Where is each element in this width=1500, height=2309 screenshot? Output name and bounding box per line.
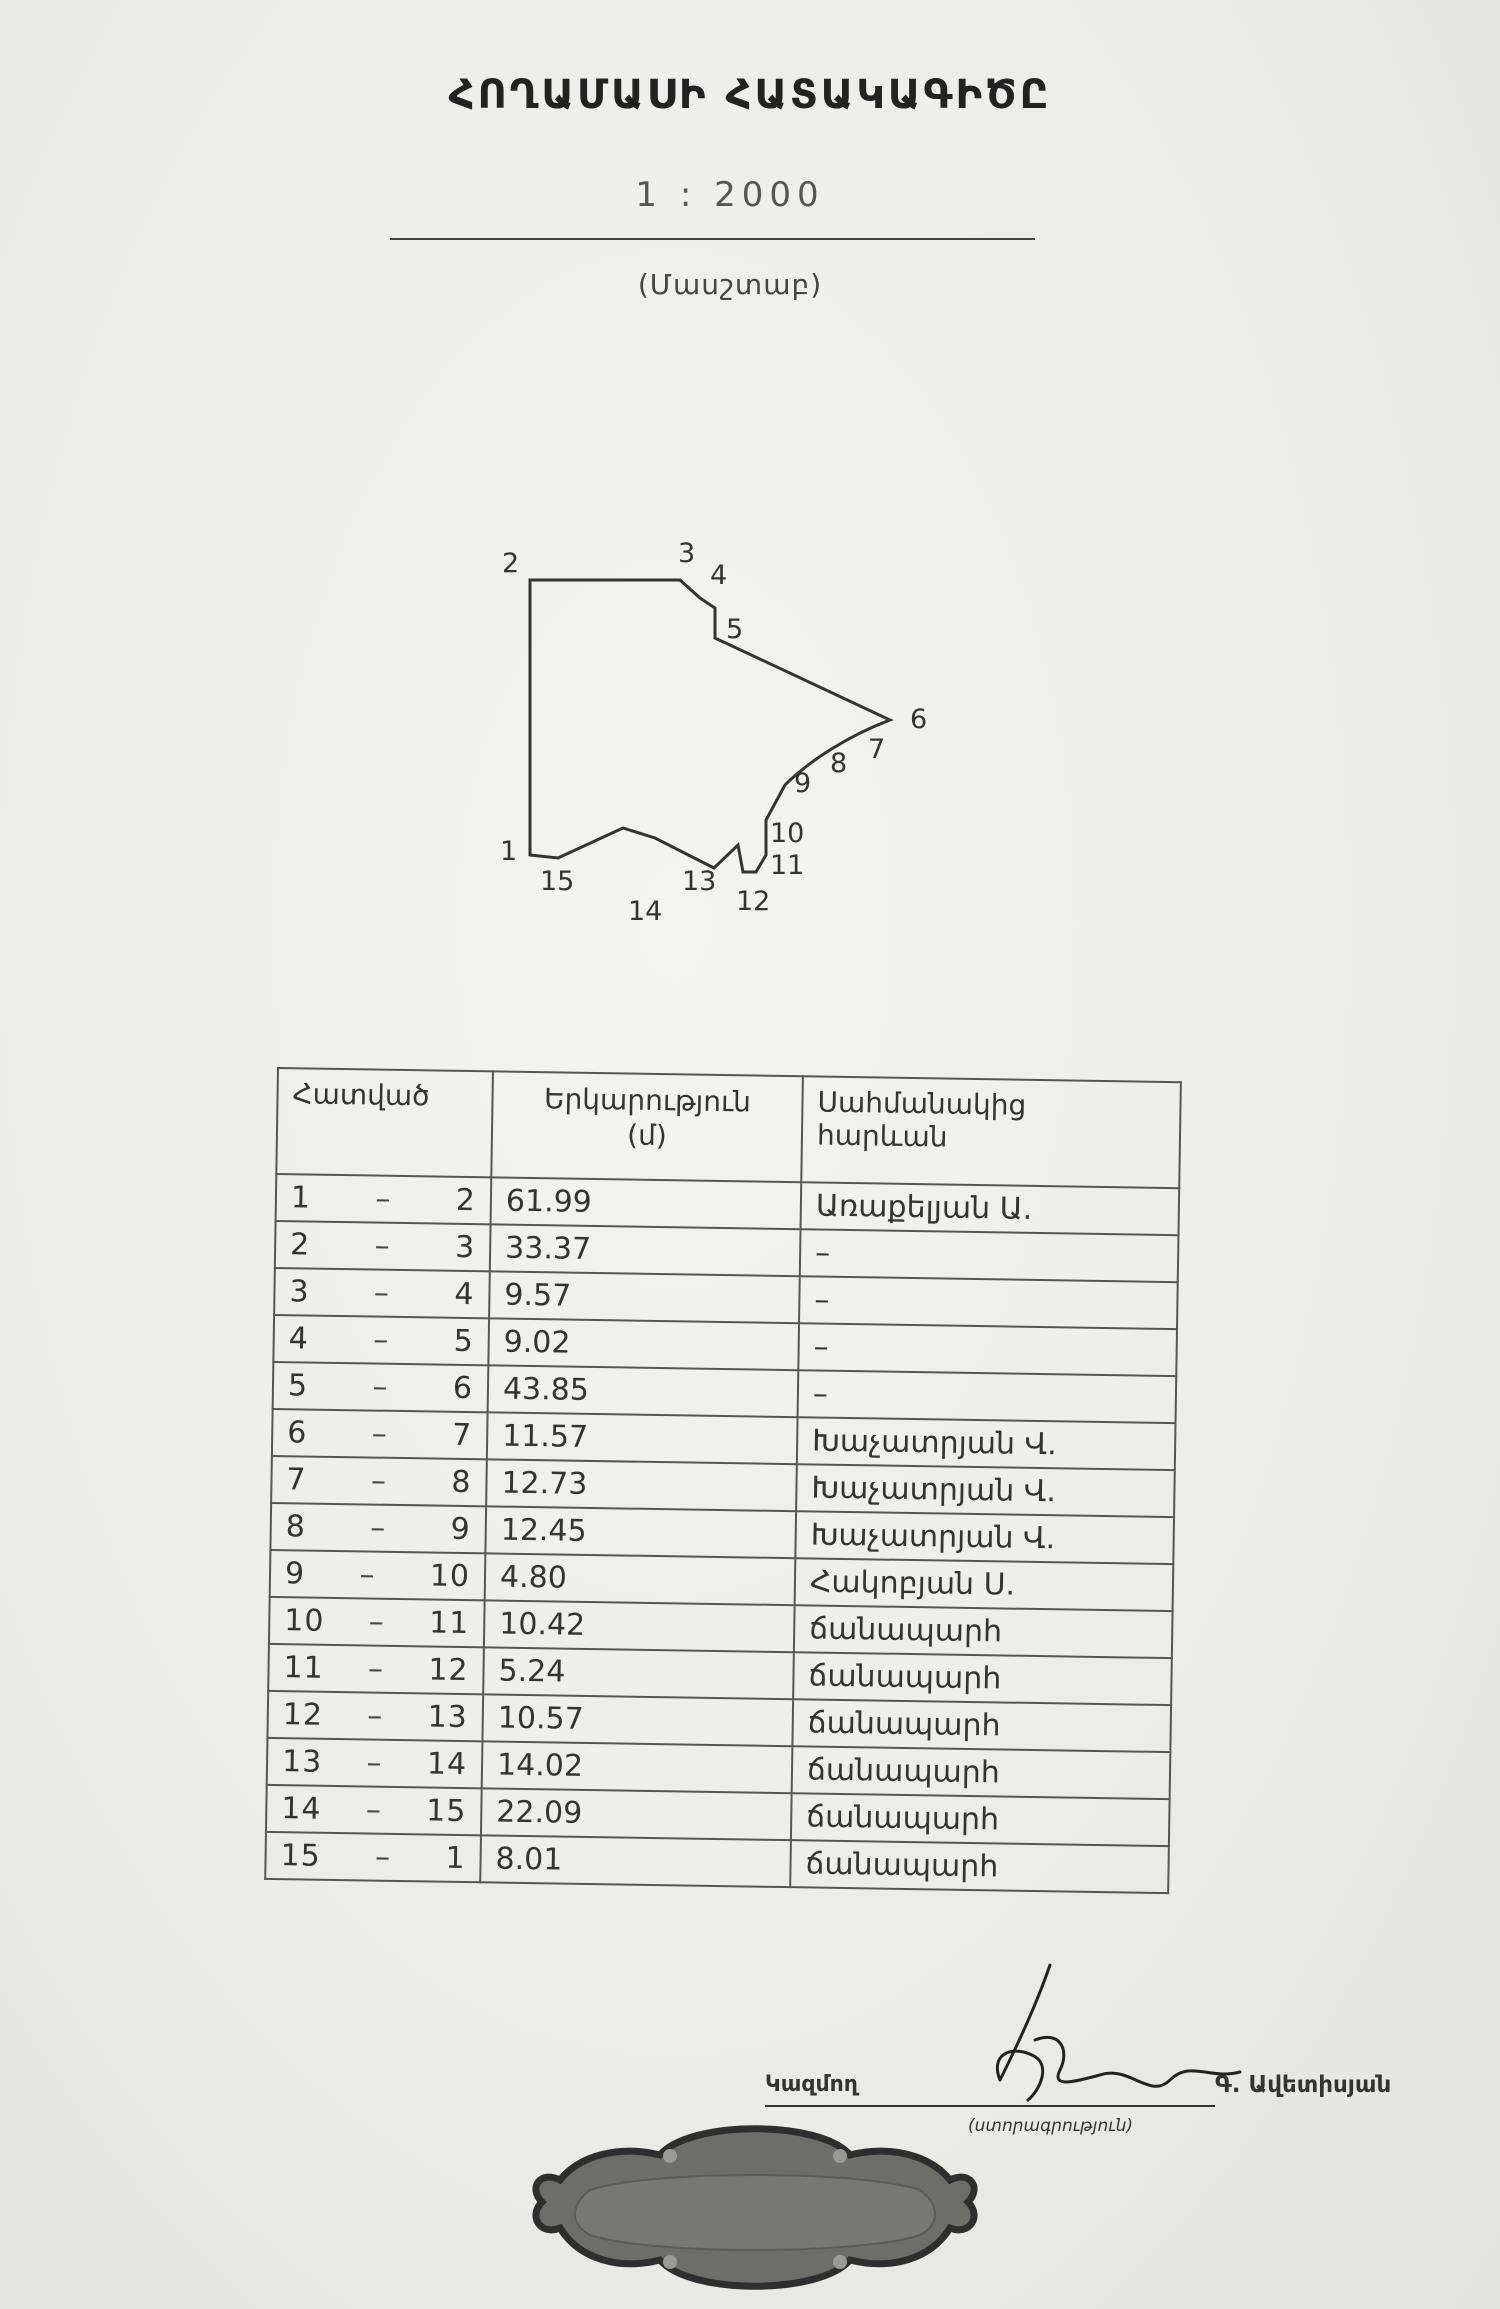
segment-from: 15 [280, 1838, 322, 1874]
segment-cell [273, 1362, 489, 1412]
segment-to: 1 [445, 1840, 466, 1877]
segment-from: 9 [284, 1556, 306, 1592]
segment-dash: – [375, 1181, 392, 1217]
boundary-table [264, 1067, 1182, 1894]
land-plot-plan [460, 520, 980, 950]
neighbor-cell: ճանապարհ [793, 1652, 1172, 1705]
segment-dash: – [365, 1792, 383, 1828]
map-scale: 1 : 2000 [635, 175, 825, 215]
segment-from: 7 [286, 1462, 307, 1498]
point-label-5: 5 [726, 614, 744, 645]
point-label-3: 3 [678, 538, 696, 569]
point-label-10: 10 [770, 818, 805, 849]
segment-cell [270, 1503, 486, 1553]
plot-boundary [530, 580, 890, 872]
length-cell: 43.85 [488, 1365, 799, 1417]
plot-outline-drawing [460, 520, 980, 950]
segment-from: 10 [284, 1603, 325, 1639]
segment-to: 9 [450, 1511, 472, 1548]
point-label-9: 9 [794, 768, 812, 799]
header-neighbor: Սահմանակից հարևան [801, 1076, 1181, 1188]
length-cell: 8.01 [480, 1835, 791, 1887]
segment-dash: – [371, 1416, 389, 1452]
segment-to: 15 [425, 1793, 467, 1830]
segment-from: 1 [290, 1180, 312, 1216]
segment-from: 2 [289, 1227, 311, 1263]
point-label-2: 2 [502, 548, 520, 579]
length-cell: 5.24 [483, 1647, 794, 1699]
scale-caption: (Մասշտաբ) [637, 268, 823, 301]
segment-to: 2 [455, 1182, 477, 1219]
segment-dash: – [369, 1510, 387, 1546]
neighbor-cell: – [799, 1276, 1178, 1329]
signer-name: Գ. Ավետիսյան [1215, 2072, 1392, 2098]
length-cell: 9.02 [488, 1318, 799, 1370]
length-cell: 14.02 [482, 1741, 793, 1793]
length-cell: 22.09 [481, 1788, 792, 1840]
segment-cell [269, 1597, 485, 1647]
title-divider [390, 238, 1035, 240]
segment-cell [268, 1644, 484, 1694]
segment-dash: – [367, 1651, 385, 1687]
neighbor-cell: ճանապարհ [791, 1793, 1170, 1846]
neighbor-cell: ճանապարհ [792, 1746, 1171, 1799]
signature-line [765, 2105, 1215, 2107]
segment-cell [267, 1738, 483, 1788]
segment-dash: – [359, 1557, 376, 1593]
length-cell: 10.42 [484, 1600, 795, 1652]
segment-dash: – [374, 1839, 392, 1875]
point-label-1: 1 [500, 836, 518, 867]
header-length [491, 1071, 803, 1182]
point-label-13: 13 [682, 866, 717, 897]
segment-from: 4 [288, 1321, 310, 1357]
handwritten-signature-icon [940, 1960, 1260, 2120]
segment-from: 13 [281, 1744, 323, 1780]
point-label-12: 12 [736, 886, 771, 917]
header-length-unit: (մ) [626, 1118, 668, 1153]
segment-to: 13 [427, 1699, 469, 1736]
header-segment: Հատված [276, 1068, 493, 1177]
segment-dash: – [370, 1463, 388, 1499]
length-cell: 11.57 [487, 1412, 798, 1464]
segment-cell [273, 1315, 489, 1365]
length-cell: 33.37 [490, 1224, 801, 1276]
point-label-6: 6 [910, 704, 928, 735]
segment-to: 14 [426, 1746, 468, 1783]
length-cell: 10.57 [482, 1694, 793, 1746]
neighbor-cell: – [798, 1370, 1177, 1423]
segment-to: 8 [451, 1464, 472, 1501]
segment-from: 12 [282, 1697, 324, 1733]
neighbor-cell: ճանապարհ [794, 1605, 1173, 1658]
segment-dash: – [368, 1604, 386, 1640]
neighbor-cell: – [800, 1229, 1179, 1282]
length-cell: 61.99 [491, 1177, 802, 1229]
segment-cell [274, 1268, 490, 1318]
point-label-11: 11 [770, 850, 805, 881]
segment-to: 7 [451, 1417, 473, 1454]
header-length-label: Երկարություն [543, 1082, 752, 1119]
point-label-15: 15 [540, 866, 575, 897]
neighbor-cell: Խաչատրյան Վ. [797, 1417, 1176, 1470]
segment-to: 6 [452, 1370, 474, 1407]
signature-caption: (ստորագրություն) [968, 2116, 1134, 2136]
segment-cell [270, 1550, 486, 1600]
length-cell: 12.45 [485, 1506, 796, 1558]
document-title: ՀՈՂԱՄԱՍԻ ՀԱՏԱԿԱԳԻԾԸ [448, 72, 1052, 118]
segment-to: 12 [428, 1652, 469, 1689]
point-label-14: 14 [628, 896, 663, 927]
boundary-table-body [265, 1174, 1179, 1893]
point-label-7: 7 [868, 734, 886, 765]
neighbor-cell: – [798, 1323, 1177, 1376]
segment-from: 3 [289, 1274, 310, 1310]
point-label-4: 4 [710, 560, 728, 591]
segment-to: 4 [454, 1276, 475, 1313]
segment-dash: – [366, 1745, 383, 1781]
segment-cell [266, 1785, 482, 1835]
segment-dash: – [372, 1322, 390, 1358]
segment-cell [271, 1456, 487, 1506]
segment-dash: – [367, 1698, 384, 1734]
neighbor-cell: ճանապարհ [790, 1840, 1169, 1893]
neighbor-cell: Առաքելյան Ա. [801, 1182, 1180, 1235]
segment-cell [275, 1221, 491, 1271]
segment-dash: – [373, 1275, 391, 1311]
segment-from: 8 [285, 1509, 307, 1545]
length-cell: 9.57 [489, 1271, 800, 1323]
point-label-8: 8 [830, 748, 848, 779]
length-cell: 12.73 [486, 1459, 797, 1511]
segment-cell [276, 1174, 492, 1224]
segment-from: 11 [283, 1650, 325, 1686]
neighbor-cell: ճանապարհ [792, 1699, 1171, 1752]
segment-cell [267, 1691, 483, 1741]
length-cell: 4.80 [485, 1553, 796, 1605]
official-stamp-icon [520, 2110, 990, 2309]
segment-to: 3 [454, 1229, 476, 1266]
neighbor-cell: Խաչատրյան Վ. [795, 1511, 1174, 1564]
segment-from: 14 [281, 1791, 322, 1827]
segment-to: 10 [429, 1558, 471, 1595]
segment-from: 5 [287, 1368, 309, 1404]
segment-dash: – [374, 1228, 391, 1264]
boundary-table-header [276, 1068, 1181, 1188]
segment-from: 6 [286, 1415, 308, 1451]
neighbor-cell: Խաչատրյան Վ. [796, 1464, 1175, 1517]
segment-to: 11 [428, 1605, 470, 1642]
compiler-label: Կազմող [765, 2072, 858, 2097]
segment-cell [272, 1409, 488, 1459]
neighbor-cell: Հակոբյան Ս. [795, 1558, 1174, 1611]
segment-to: 5 [453, 1323, 474, 1360]
segment-dash: – [372, 1369, 389, 1405]
segment-cell [265, 1832, 481, 1882]
